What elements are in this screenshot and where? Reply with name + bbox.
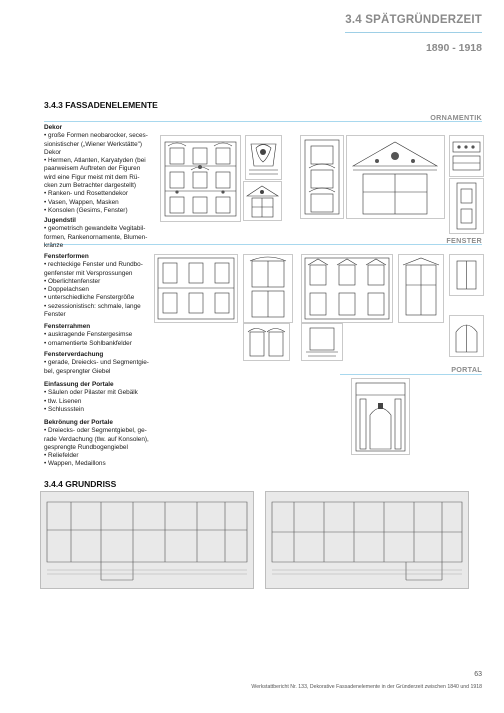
ornament-pediment-drawing	[346, 135, 445, 219]
portal-drawing	[351, 378, 410, 455]
page-number: 63	[474, 671, 482, 678]
text-block-fensterformen	[44, 253, 154, 319]
list-item: Dekor	[44, 148, 62, 156]
list-item: • unterschiedliche Fenstergröße	[44, 294, 135, 302]
block-heading: Fensterformen	[44, 253, 89, 260]
window-single-drawing	[449, 254, 484, 296]
text-block-fensterverdachung	[44, 351, 154, 376]
list-item: • tlw. Lisenen	[44, 397, 82, 405]
list-item: rade Verdachung (tlw. auf Konsolen),	[44, 435, 149, 443]
section-divider-portal	[340, 374, 482, 375]
list-item: formen, Rankenornamente, Blumen-	[44, 233, 148, 241]
block-heading: Jugendstil	[44, 217, 76, 224]
list-item: • Vasen, Wappen, Masken	[44, 198, 119, 206]
list-item: paarweisem Auftreten der Figuren	[44, 165, 141, 173]
text-block-jugendstil	[44, 217, 154, 250]
list-item: Fenster	[44, 311, 66, 319]
list-item: • gerade, Dreiecks- und Segmentgie-	[44, 359, 149, 367]
section-title: 3.4.3 FASSADENELEMENTE	[44, 100, 158, 110]
list-item: genfenster mit Versprossungen	[44, 269, 133, 277]
list-item: • Wappen, Medaillons	[44, 460, 106, 468]
window-frame-ornament-drawing	[243, 323, 290, 361]
list-item: • Doppelachsen	[44, 286, 89, 294]
subsection-title: 3.4.4 GRUNDRISS	[44, 479, 117, 489]
text-block-fensterrahmen	[44, 323, 154, 348]
list-item: wird eine Figur meist mit dem Rü-	[44, 173, 140, 181]
window-facade-ornate-drawing	[301, 254, 393, 323]
block-heading: Fensterverdachung	[44, 351, 104, 358]
chapter-divider	[345, 32, 482, 33]
list-item: sionistischer („Wiener Werkstätte")	[44, 140, 143, 148]
text-block-einfassung	[44, 381, 154, 414]
list-item: • Hermen, Atlanten, Karyatyden (bei	[44, 157, 146, 165]
list-item: • geometrisch gewandelte Vegitabil-	[44, 225, 146, 233]
ornament-window-head-drawing	[243, 181, 282, 221]
facade-bay-drawing	[300, 135, 344, 219]
list-item: • Dreiecks- oder Segmentgiebel, ge-	[44, 427, 147, 435]
floor-plan-2	[265, 491, 469, 589]
list-item: • Konsolen (Gesims, Fenster)	[44, 206, 128, 214]
list-item: • Ranken- und Rosettendekor	[44, 190, 128, 198]
footer-caption: Werkstattbericht Nr. 133, Dekorative Fassadenelemente in der Gründerzeit zwischen 1840 und 1918	[251, 684, 482, 690]
window-column-drawing	[243, 254, 293, 323]
chapter-title: 3.4 SPÄTGRÜNDERZEIT	[345, 14, 482, 26]
block-heading: Einfassung der Portale	[44, 381, 114, 388]
list-item: • Oberlichtenfenster	[44, 277, 101, 285]
chapter-years: 1890 - 1918	[425, 42, 482, 54]
list-item: gesprengte Rundbogengiebel	[44, 443, 128, 451]
list-item: bel, gesprengter Giebel	[44, 367, 111, 375]
list-item: • Schlussstein	[44, 405, 84, 413]
block-heading: Bekrönung der Portale	[44, 419, 113, 426]
category-label-fenster: FENSTER	[446, 236, 482, 245]
category-label-ornamentik: ORNAMENTIK	[430, 113, 482, 122]
window-detail-drawing	[398, 254, 444, 323]
block-heading: Fensterrahmen	[44, 323, 91, 330]
list-item: • große Formen neobarocker, seces-	[44, 132, 148, 140]
text-block-dekor	[44, 124, 154, 215]
list-item: cken zum Betrachter dargestellt)	[44, 182, 136, 190]
floor-plan-1	[40, 491, 254, 589]
list-item: • ornamentierte Sohlbankfelder	[44, 339, 132, 347]
ornament-cornice-drawing	[449, 135, 484, 177]
text-block-bekroenung	[44, 419, 154, 469]
window-sill-drawing	[301, 323, 343, 361]
section-divider-ornamentik	[44, 121, 482, 122]
list-item: • sezessionistisch: schmale, lange	[44, 302, 141, 310]
block-heading: Dekor	[44, 124, 63, 131]
ornament-pilaster-drawing	[449, 178, 484, 234]
window-facade-drawing	[154, 254, 238, 323]
list-item: • rechteckige Fenster und Rundbo-	[44, 261, 143, 269]
list-item: • auskragende Fenstergesimse	[44, 331, 133, 339]
facade-ornament-drawing	[160, 135, 241, 222]
window-arched-drawing	[449, 315, 484, 357]
ornament-keystone-drawing	[245, 135, 282, 180]
list-item: • Säulen oder Pilaster mit Gebälk	[44, 389, 138, 397]
list-item: kränze	[44, 241, 64, 249]
list-item: • Reliefelder	[44, 452, 79, 460]
category-label-portal: PORTAL	[451, 365, 482, 374]
